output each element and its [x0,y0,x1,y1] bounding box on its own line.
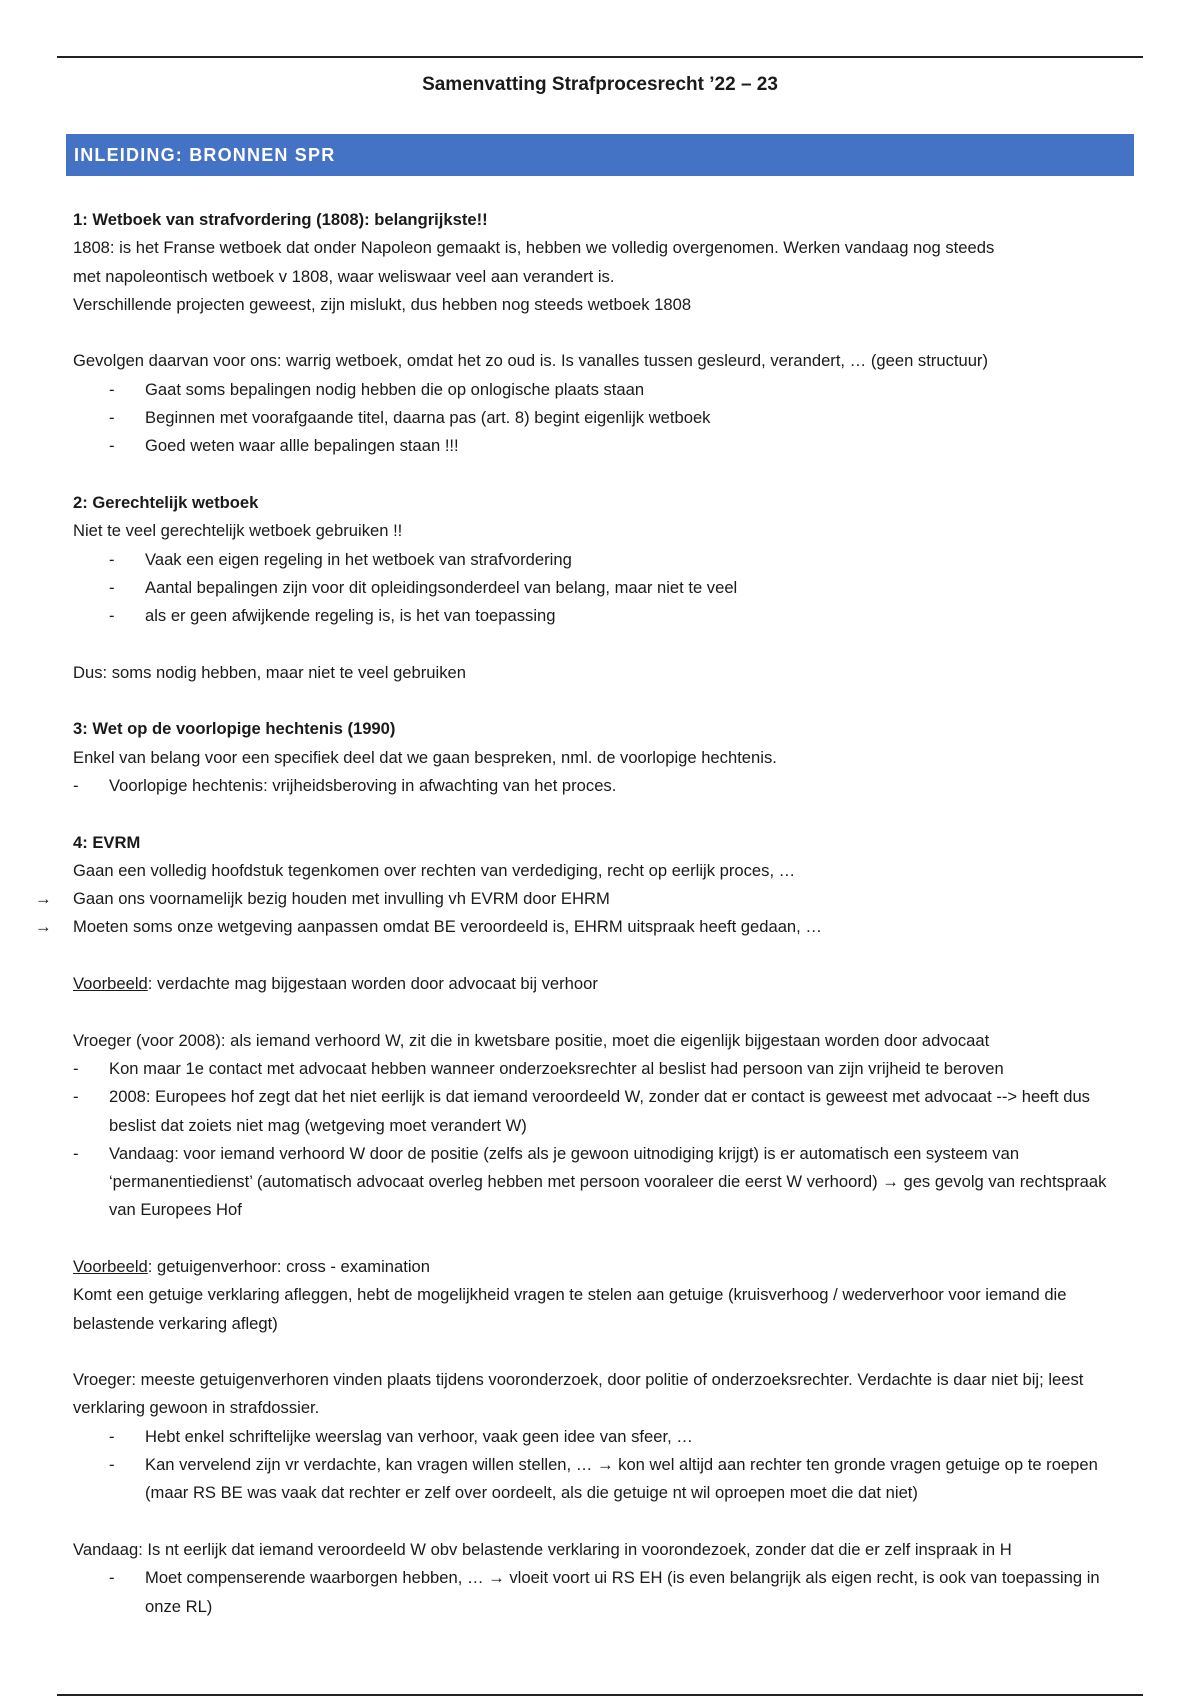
paragraph: Komt een getuige verklaring afleggen, hebt de mogelijkheid vragen te stelen aan getuige (kruisverhoog / wederverhoor voor iemand die belastende verkaring aflegt) [73,1285,1067,1333]
bullet-item: - Beginnen met voorafgaande titel, daarna pas (art. 8) begint eigenlijk wetboek [73,404,1131,432]
spacer [73,687,1131,715]
bottom-rule [57,1694,1143,1696]
spacer [73,1508,1131,1536]
example-text: : getuigenverhoor: cross - examination [147,1256,430,1276]
spacer [73,319,1131,347]
paragraph: Gevolgen daarvan voor ons: warrig wetboek, omdat het zo oud is. Is vanalles tussen gesleurd, verandert, … (geen structuur) [73,351,988,371]
bullet-item: - als er geen afwijkende regeling is, is het van toepassing [73,602,1131,630]
document-title: Samenvatting Strafprocesrecht ’22 – 23 [422,74,778,95]
arrow-item-text: Gaan ons voornamelijk bezig houden met invulling vh EVRM door EHRM [73,889,610,909]
arrow-right-icon: → [35,917,52,937]
example-label: Voorbeeld [73,974,148,994]
bullet-item: - 2008: Europees hof zegt dat het niet eerlijk is dat iemand veroordeeld W, zonder dat er contact is geweest met advocaat --> heeft dus beslist dat zoiets niet mag (wetgeving moet verandert W) [73,1083,1131,1140]
bullet-item: - Goed weten waar allle bepalingen staan !!! [73,432,1131,460]
arrow-item [35,913,1131,941]
document-body [35,206,1131,1621]
paragraph: Vroeger: meeste getuigenverhoren vinden plaats tijdens vooronderzoek, door politie of onderzoeksrechter. Verdachte is daar niet bij; leest verklaring gewoon in strafdossier. [73,1370,1084,1418]
section-2-heading: 2: Gerechtelijk wetboek [73,492,259,512]
bullet-item: - Kan vervelend zijn vr verdachte, kan vragen willen stellen, … → kon wel altijd aan rechter ten gronde vragen getuige op te roepen (maar RS BE was vaak dat rechter er zelf over oordeelt, als die getuige nt wil oproepen moet die dat niet) [73,1451,1131,1508]
arrow-item [35,885,1131,913]
spacer [73,1225,1131,1253]
bullet-item: - Vandaag: voor iemand verhoord W door de positie (zelfs als je gewoon uitnodiging krijgt) is er automatisch een systeem van ‘permanentiedienst’ (automatisch advocaat overleg hebben met persoon vooraleer die eerst W verhoord) → ges gevolg van rechtspraak van Europees Hof [73,1140,1131,1225]
bullet-item: - Aantal bepalingen zijn voor dit opleidingsonderdeel van belang, maar niet te veel [73,574,1131,602]
section-banner: INLEIDING: BRONNEN SPR [66,134,1134,176]
bullet-item: - Gaat soms bepalingen nodig hebben die op onlogische plaats staan [73,376,1131,404]
example-line [73,970,1131,998]
top-rule [57,56,1143,58]
bullet-item: - Vaak een eigen regeling in het wetboek van strafvordering [73,546,1131,574]
paragraph: 1808: is het Franse wetboek dat onder Napoleon gemaakt is, hebben we volledig overgenomen. Werken vandaag nog steeds [73,238,995,258]
paragraph: met napoleontisch wetboek v 1808, waar weliswaar veel aan verandert is. [73,266,615,286]
arrow-right-icon: → [35,889,52,909]
arrow-item-text: Moeten soms onze wetgeving aanpassen omdat BE veroordeeld is, EHRM uitspraak heeft gedaan, … [73,917,822,937]
example-label: Voorbeeld [73,1256,148,1276]
example-text: : verdachte mag bijgestaan worden door advocaat bij verhoor [147,974,598,994]
example-line [73,1253,1131,1281]
paragraph: Dus: soms nodig hebben, maar niet te veel gebruiken [73,662,466,682]
spacer [73,998,1131,1026]
spacer [73,461,1131,489]
paragraph: Niet te veel gerechtelijk wetboek gebruiken !! [73,521,403,541]
paragraph: Vroeger (voor 2008): als iemand verhoord W, zit die in kwetsbare positie, moet die eigenlijk bijgestaan worden door advocaat [73,1030,990,1050]
bullet-item: - Voorlopige hechtenis: vrijheidsberoving in afwachting van het proces. [73,772,1131,800]
spacer [73,1338,1131,1366]
section-4-heading: 4: EVRM [73,832,141,852]
paragraph: Enkel van belang voor een specifiek deel dat we gaan bespreken, nml. de voorlopige hechtenis. [73,747,777,767]
bullet-item: - Hebt enkel schriftelijke weerslag van verhoor, vaak geen idee van sfeer, … [73,1423,1131,1451]
section-1-heading: 1: Wetboek van strafvordering (1808): belangrijkste!! [73,210,488,229]
section-3-heading: 3: Wet op de voorlopige hechtenis (1990) [73,719,396,739]
bullet-item: - Moet compenserende waarborgen hebben, … → vloeit voort ui RS EH (is even belangrijk als eigen recht, is ook van toepassing in onze RL) [73,1564,1131,1621]
bullet-item: - Kon maar 1e contact met advocaat hebben wanneer onderzoeksrechter al beslist had persoon van zijn vrijheid te beroven [73,1055,1131,1083]
spacer [73,800,1131,828]
paragraph: Vandaag: Is nt eerlijk dat iemand veroordeeld W obv belastende verklaring in voorondezoek, zonder dat die er zelf inspraak in H [73,1539,1012,1559]
spacer [73,630,1131,658]
paragraph: Gaan een volledig hoofdstuk tegenkomen over rechten van verdediging, recht op eerlijk proces, … [73,860,796,880]
paragraph: Verschillende projecten geweest, zijn mislukt, dus hebben nog steeds wetboek 1808 [73,294,692,314]
spacer [73,942,1131,970]
